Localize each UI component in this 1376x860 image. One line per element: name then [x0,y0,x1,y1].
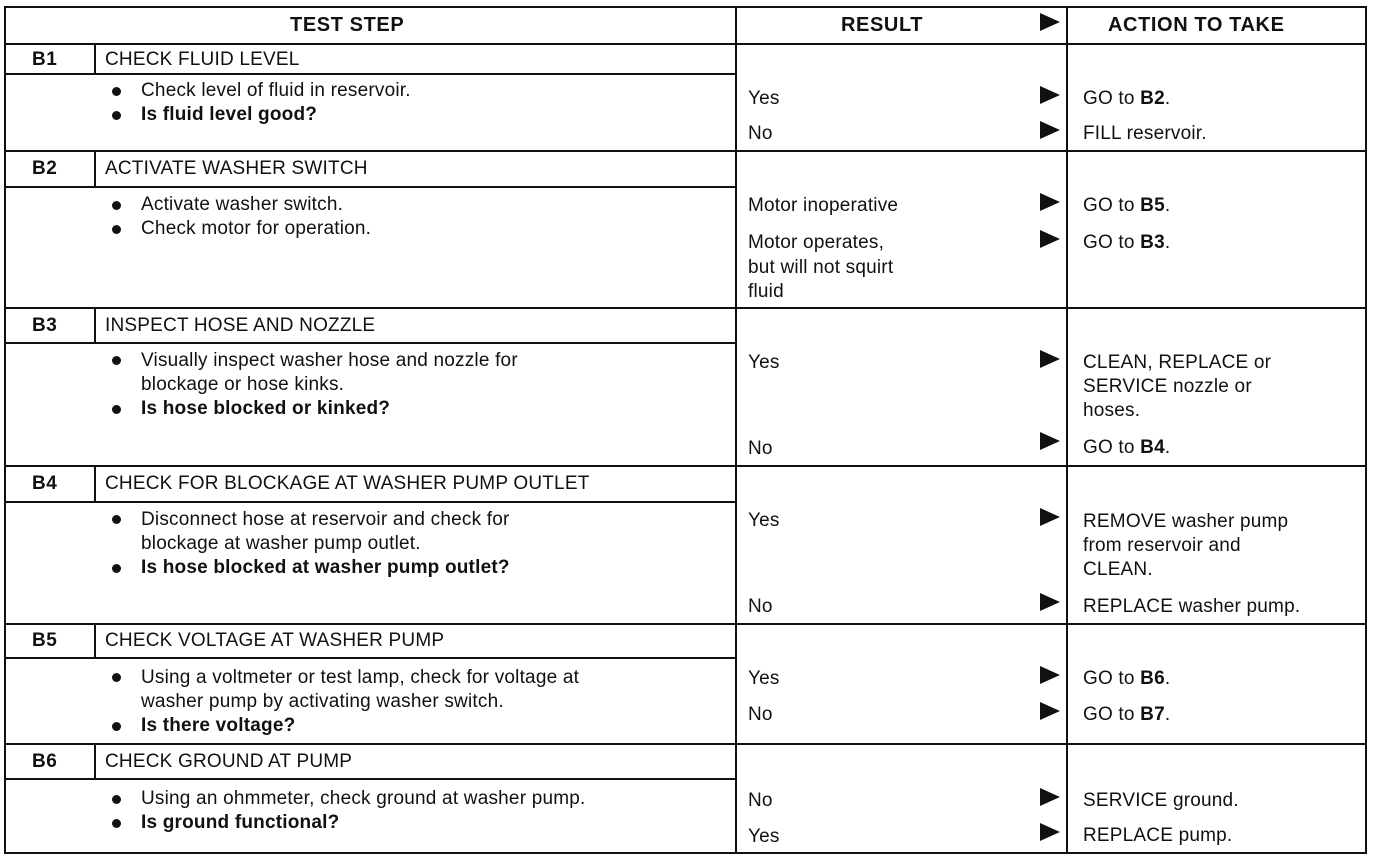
bullet-icon [112,564,121,573]
step-title: CHECK GROUND AT PUMP [105,751,353,772]
instruction: blockage at washer pump outlet. [141,533,421,554]
bullet-icon [112,673,121,682]
action-text: REPLACE washer pump. [1083,596,1301,617]
rule [4,342,736,344]
action-text: SERVICE nozzle or [1083,376,1252,397]
arrow-icon [1040,193,1060,211]
rule [4,6,6,854]
rule [4,743,1367,745]
rule [4,465,1367,467]
rule [94,465,96,502]
step-id: B3 [32,315,58,336]
bullet-icon [112,87,121,96]
result-text: Motor operates, [748,232,885,253]
instruction: Disconnect hose at reservoir and check for [141,509,510,530]
rule [94,43,96,74]
result-text: No [748,123,773,144]
result-text: No [748,790,773,811]
instruction-question: Is there voltage? [141,715,296,736]
step-id: B2 [32,158,58,179]
rule [1365,6,1367,854]
step-title: INSPECT HOSE AND NOZZLE [105,315,376,336]
rule [4,657,736,659]
arrow-icon [1040,593,1060,611]
bullet-icon [112,201,121,210]
action-text: FILL reservoir. [1083,123,1207,144]
action-text: from reservoir and [1083,535,1241,556]
step-id: B1 [32,49,58,70]
instruction: Visually inspect washer hose and nozzle for [141,350,518,371]
instruction: Activate washer switch. [141,194,344,215]
arrow-icon [1040,432,1060,450]
instruction: Check level of fluid in reservoir. [141,80,411,101]
action-text: CLEAN, REPLACE or [1083,352,1272,373]
step-title: ACTIVATE WASHER SWITCH [105,158,368,179]
arrow-icon [1040,86,1060,104]
instruction: washer pump by activating washer switch. [141,691,504,712]
arrow-icon [1040,13,1060,31]
bullet-icon [112,819,121,828]
rule [4,6,1367,8]
result-text: Yes [748,826,780,847]
header-result: RESULT [841,14,924,36]
step-title: CHECK VOLTAGE AT WASHER PUMP [105,630,445,651]
action-text: GO to B6. [1083,668,1171,689]
result-text: Yes [748,668,780,689]
action-text: hoses. [1083,400,1141,421]
action-text: GO to B5. [1083,195,1171,216]
bullet-icon [112,356,121,365]
instruction: Using an ohmmeter, check ground at washer pump. [141,788,586,809]
step-title: CHECK FLUID LEVEL [105,49,300,70]
arrow-icon [1040,666,1060,684]
result-text: No [748,596,773,617]
rule [4,501,736,503]
bullet-icon [112,795,121,804]
arrow-icon [1040,350,1060,368]
step-id: B6 [32,751,58,772]
rule [4,623,1367,625]
arrow-icon [1040,702,1060,720]
action-text: GO to B3. [1083,232,1171,253]
rule [94,623,96,658]
header-test-step: TEST STEP [290,14,405,36]
action-text: REPLACE pump. [1083,825,1233,846]
rule [4,307,1367,309]
action-text: REMOVE washer pump [1083,511,1289,532]
instruction: blockage or hose kinks. [141,374,345,395]
instruction: Using a voltmeter or test lamp, check for voltage at [141,667,580,688]
header-action: ACTION TO TAKE [1108,14,1285,36]
result-text: Yes [748,352,780,373]
instruction: Check motor for operation. [141,218,372,239]
bullet-icon [112,515,121,524]
result-text: but will not squirt [748,257,894,278]
arrow-icon [1040,788,1060,806]
arrow-icon [1040,121,1060,139]
arrow-icon [1040,823,1060,841]
action-text: SERVICE ground. [1083,790,1239,811]
instruction-question: Is ground functional? [141,812,340,833]
rule [94,743,96,779]
result-text: Yes [748,88,780,109]
rule [4,43,1367,45]
instruction-question: Is hose blocked at washer pump outlet? [141,557,510,578]
rule [1066,6,1068,854]
bullet-icon [112,111,121,120]
result-text: Yes [748,510,780,531]
arrow-icon [1040,508,1060,526]
result-text: No [748,438,773,459]
action-text: GO to B4. [1083,437,1171,458]
rule [4,73,736,75]
rule [94,150,96,187]
rule [735,6,737,854]
result-text: Motor inoperative [748,195,899,216]
step-id: B5 [32,630,58,651]
result-text: No [748,704,773,725]
instruction-question: Is hose blocked or kinked? [141,398,391,419]
step-title: CHECK FOR BLOCKAGE AT WASHER PUMP OUTLET [105,473,590,494]
step-id: B4 [32,473,58,494]
rule [4,186,736,188]
bullet-icon [112,405,121,414]
rule [4,778,736,780]
action-text: GO to B7. [1083,704,1171,725]
arrow-icon [1040,230,1060,248]
result-text: fluid [748,281,784,302]
bullet-icon [112,722,121,731]
rule [4,150,1367,152]
action-text: CLEAN. [1083,559,1153,580]
action-text: GO to B2. [1083,88,1171,109]
bullet-icon [112,225,121,234]
instruction-question: Is fluid level good? [141,104,318,125]
rule [94,307,96,343]
rule [4,852,1367,854]
